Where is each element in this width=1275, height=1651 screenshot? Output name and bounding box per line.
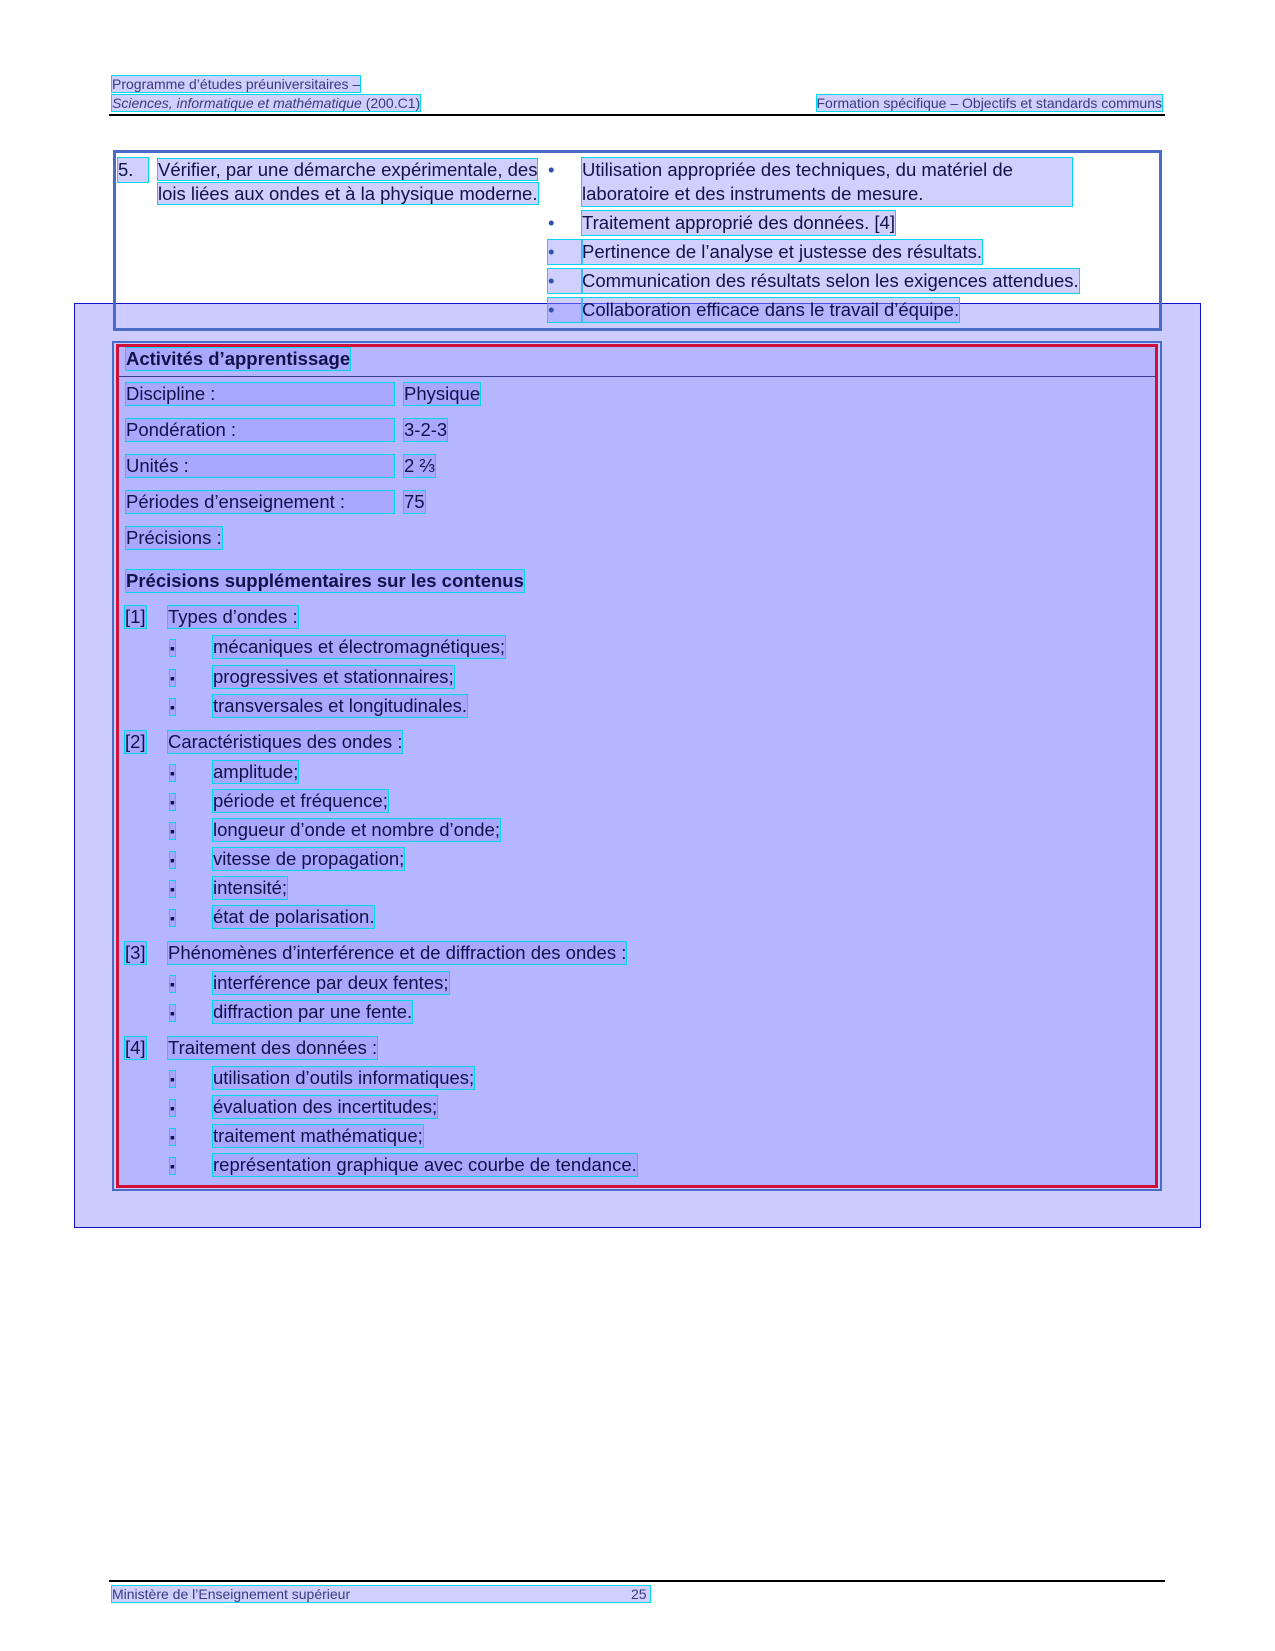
list-bullet: ▪ — [170, 1005, 175, 1021]
list-bullet: ▪ — [170, 765, 175, 781]
list-bullet: ▪ — [170, 910, 175, 926]
periods-value: 75 — [404, 491, 425, 512]
list-bullet: ▪ — [170, 976, 175, 992]
header-line2 — [112, 95, 1162, 111]
header-rule — [109, 114, 1165, 116]
criterion-4 — [548, 269, 1079, 293]
criterion-1 — [548, 158, 1072, 206]
section-3-item: diffraction par une fente. — [213, 1001, 413, 1022]
header-program-italic: Sciences, informatique et mathématique — [112, 95, 362, 111]
objective-text — [158, 158, 548, 206]
criterion-2 — [548, 211, 895, 235]
list-bullet: ▪ — [170, 794, 175, 810]
section-3-item: interférence par deux fentes; — [213, 972, 449, 993]
criterion-text: Pertinence de l’analyse et justesse des résultats. — [582, 241, 983, 262]
objective-number: 5. — [118, 158, 148, 182]
section-2-number: [2] — [125, 731, 146, 752]
section-4-item: représentation graphique avec courbe de tendance. — [213, 1154, 637, 1175]
criterion-bullet: • — [548, 298, 582, 322]
section-1-number: [1] — [125, 606, 146, 627]
criterion-bullet: • — [548, 159, 555, 180]
section-2-title: Caractéristiques des ondes : — [168, 731, 403, 752]
criterion-text: Utilisation appropriée des techniques, du matériel de laboratoire et des instruments de mesure. — [582, 158, 1072, 206]
header-section-title: Formation spécifique – Objectifs et standards communs — [816, 95, 1162, 111]
list-bullet: ▪ — [170, 1100, 175, 1116]
activities-title-rule — [119, 376, 1155, 377]
criterion-bullet: • — [548, 269, 582, 293]
section-2-item: intensité; — [213, 877, 288, 898]
header-program-code: (200.C1) — [361, 95, 421, 111]
section-2-item: état de polarisation. — [213, 906, 375, 927]
section-4-item: traitement mathématique; — [213, 1125, 423, 1146]
list-bullet: ▪ — [170, 1129, 175, 1145]
criterion-text: Communication des résultats selon les exigences attendues. — [582, 270, 1079, 291]
section-4-item: utilisation d’outils informatiques; — [213, 1067, 475, 1088]
section-2-item: période et fréquence; — [213, 790, 388, 811]
list-bullet: ▪ — [170, 1071, 175, 1087]
section-2-item: amplitude; — [213, 761, 299, 782]
section-3-number: [3] — [125, 942, 146, 963]
discipline-value: Physique — [404, 383, 481, 404]
list-bullet: ▪ — [170, 823, 175, 839]
criterion-3 — [548, 240, 982, 264]
section-2-item: vitesse de propagation; — [213, 848, 405, 869]
header-line1: Programme d’études préuniversitaires – — [112, 76, 361, 92]
section-3-title: Phénomènes d’interférence et de diffraction des ondes : — [168, 942, 627, 963]
criterion-5 — [548, 298, 959, 322]
section-1-item: transversales et longitudinales. — [213, 695, 468, 716]
objective-statement: Vérifier, par une démarche expérimentale, des lois liées aux ondes et à la physique moderne. — [158, 159, 538, 204]
units-value: 2 ⅔ — [404, 455, 435, 476]
section-4-item: évaluation des incertitudes; — [213, 1096, 438, 1117]
footer-rule — [109, 1580, 1165, 1582]
discipline-label: Discipline : — [126, 383, 394, 405]
footer-ministry — [112, 1586, 650, 1602]
list-bullet: ▪ — [170, 852, 175, 868]
header-program-name — [112, 95, 420, 111]
page-number: 25 — [631, 1586, 647, 1602]
ponderation-label: Pondération : — [126, 419, 394, 441]
criterion-text: Traitement approprié des données. [4] — [582, 212, 895, 233]
periods-label: Périodes d’enseignement : — [126, 491, 394, 513]
section-2-item: longueur d’onde et nombre d’onde; — [213, 819, 500, 840]
criterion-bullet: • — [548, 212, 555, 233]
footer-ministry-text: Ministère de l’Enseignement supérieur — [112, 1586, 351, 1602]
section-4-title: Traitement des données : — [168, 1037, 378, 1058]
list-bullet: ▪ — [170, 881, 175, 897]
list-bullet: ▪ — [170, 699, 175, 715]
section-4-number: [4] — [125, 1037, 146, 1058]
list-bullet: ▪ — [170, 640, 175, 656]
list-bullet: ▪ — [170, 1158, 175, 1174]
supplementary-title: Précisions supplémentaires sur les contenus — [126, 570, 524, 591]
section-1-item: mécaniques et électromagnétiques; — [213, 636, 506, 657]
header-program-title — [112, 76, 1162, 92]
criterion-bullet: • — [548, 240, 582, 264]
criterion-text: Collaboration efficace dans le travail d’équipe. — [582, 299, 960, 320]
precisions-label: Précisions : — [126, 527, 222, 548]
section-1-title: Types d’ondes : — [168, 606, 298, 627]
units-label: Unités : — [126, 455, 394, 477]
section-1-item: progressives et stationnaires; — [213, 666, 454, 687]
ponderation-value: 3-2-3 — [404, 419, 448, 440]
activities-title: Activités d’apprentissage — [126, 348, 351, 369]
list-bullet: ▪ — [170, 670, 175, 686]
